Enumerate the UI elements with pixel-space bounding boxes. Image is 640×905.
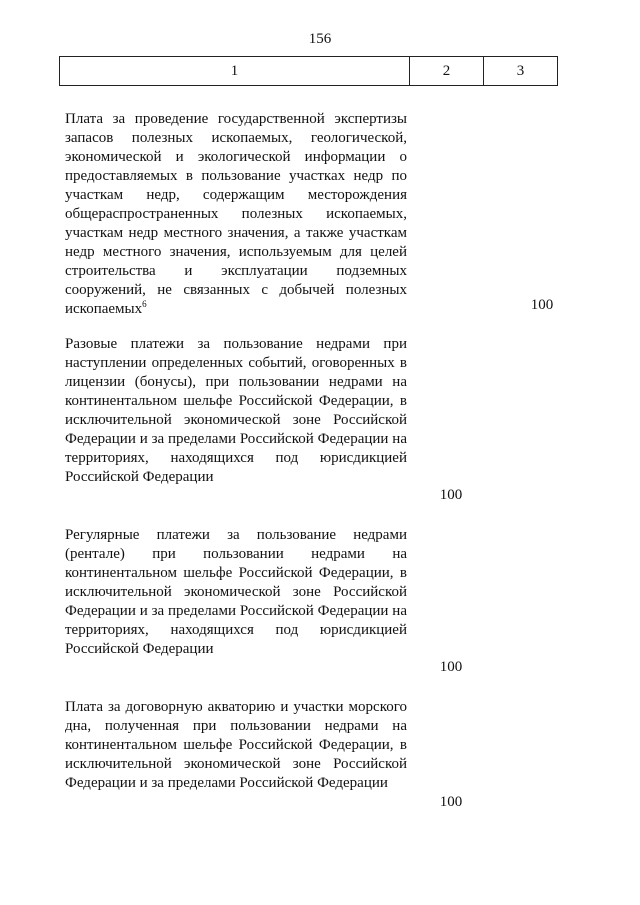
column-header-3: 3 [484,57,558,86]
entry-3-text: Регулярные платежи за пользование недрами (рентале) при пользовании недрами на континентальном шельфе Российской Федерации, в исключительной экономической зоне Российской Федерации и за пределами Российской Федерации на территориях, находящихся под юрисдикцией Российской Федерации [65,527,407,657]
column-header-2: 2 [410,57,484,86]
entry-1-col3-value: 100 [530,297,554,313]
entry-4-text: Плата за договорную акваторию и участки морского дна, полученная при пользовании недрами на континентальном шельфе Российской Федерации, в исключительной экономической зоне Российской Федерации и за пределами Российской Федерации [65,699,407,791]
entry-2-text: Разовые платежи за пользование недрами при наступлении определенных событий, оговоренных в лицензии (бонусы), при пользовании недрами на континентальном шельфе Российской Федерации, в исключительной экономической зоне Российской Федерации и за пределами Российской Федерации на территориях, находящихся под юрисдикцией Российской Федерации [65,336,407,485]
column-header-1: 1 [60,57,410,86]
column-header-table [59,56,558,86]
entry-4-col2-value: 100 [439,794,463,810]
page-number: 156 [308,31,332,47]
footnote-marker: 6 [142,299,147,309]
entry-1-text [65,110,407,319]
entry-1-text-body: Плата за проведение государственной экспертизы запасов полезных ископаемых, геологической, экономической и экологической информации о предоставляемых в пользование участках недр по участкам недр, содержащим месторождения общераспространенных полезных ископаемых, участкам недр местного значения, а также участкам недр местного значения, используемым для целей строительства и эксплуатации подземных сооружений, не связанных с добычей полезных ископаемых [65,111,407,317]
entry-3-col2-value: 100 [439,659,463,675]
column-header-row [60,57,558,86]
entry-2-col2-value: 100 [439,487,463,503]
